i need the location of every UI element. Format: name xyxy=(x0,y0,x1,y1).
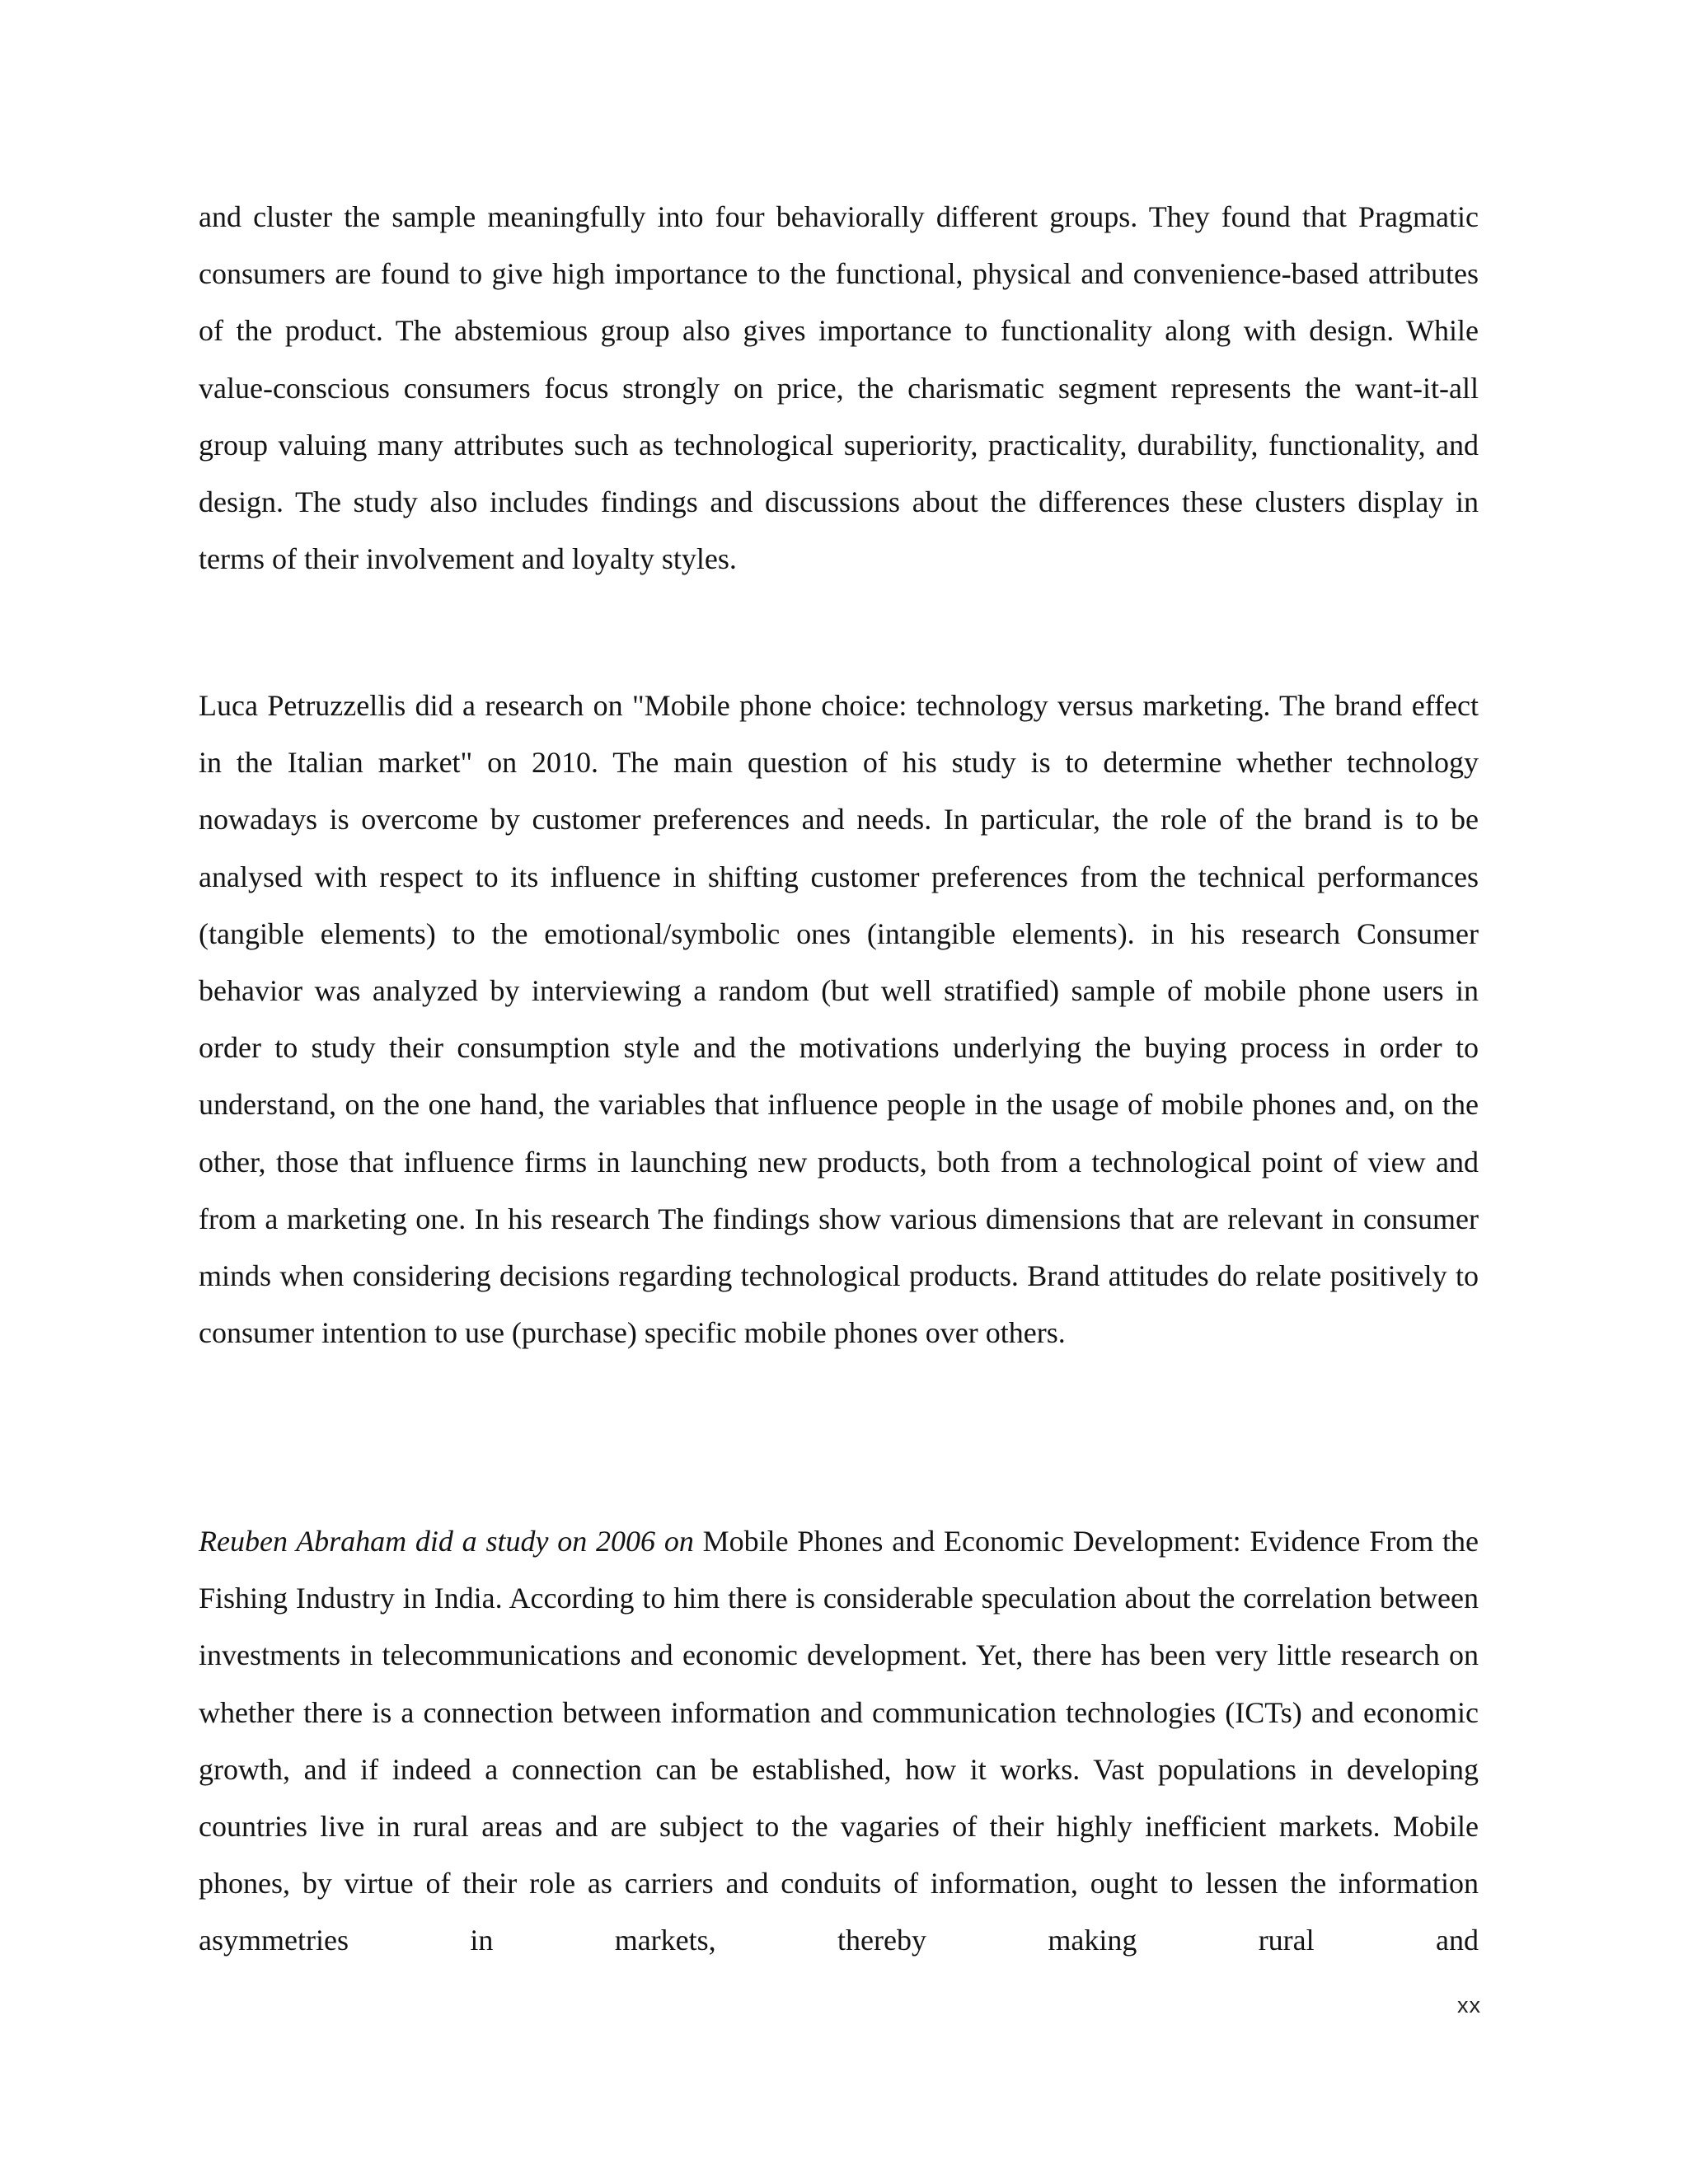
page-number: xx xyxy=(1457,1993,1481,2018)
paragraph-3-text: Mobile Phones and Economic Development: Evidence From the Fishing Industry in India. According to him there is considerable speculation about the correlation between investments in telecommunications and economic development. Yet, there has been very little research on whether there is a connection between information and communication technologies (ICTs) and economic growth, and if indeed a connection can be established, how it works. Vast populations in developing countries live in rural areas and are subject to the vagaries of their highly inefficient markets. Mobile phones, by virtue of their role as carriers and conduits of information, ought to lessen the information asymmetries in markets, thereby making rural and xyxy=(199,1525,1479,1957)
body-paragraph-1: and cluster the sample meaningfully into four behaviorally different groups. They found that Pragmatic consumers are found to give high importance to the functional, physical and convenience-based attributes of the product. The abstemious group also gives importance to functionality along with design. While value-conscious consumers focus strongly on price, the charismatic segment represents the want-it-all group valuing many attributes such as technological superiority, practicality, durability, functionality, and design. The study also includes findings and discussions about the differences these clusters display in terms of their involvement and loyalty styles. xyxy=(199,200,1479,576)
body-paragraph-3 xyxy=(199,1513,1479,1970)
paragraph-3-italic-lead: Reuben Abraham did a study on 2006 on xyxy=(199,1525,694,1558)
body-paragraph-2: Luca Petruzzellis did a research on "Mobile phone choice: technology versus marketing. The brand effect in the Italian market" on 2010. The main question of his study is to determine whether technology nowadays is overcome by customer preferences and needs. In particular, the role of the brand is to be analysed with respect to its influence in shifting customer preferences from the technical performances (tangible elements) to the emotional/symbolic ones (intangible elements). in his research Consumer behavior was analyzed by interviewing a random (but well stratified) sample of mobile phone users in order to study their consumption style and the motivations underlying the buying process in order to understand, on the one hand, the variables that influence people in the usage of mobile phones and, on the other, those that influence firms in launching new products, both from a technological point of view and from a marketing one. In his research The findings show various dimensions that are relevant in consumer minds when considering decisions regarding technological products. Brand attitudes do relate positively to consumer intention to use (purchase) specific mobile phones over others. xyxy=(199,689,1479,1350)
